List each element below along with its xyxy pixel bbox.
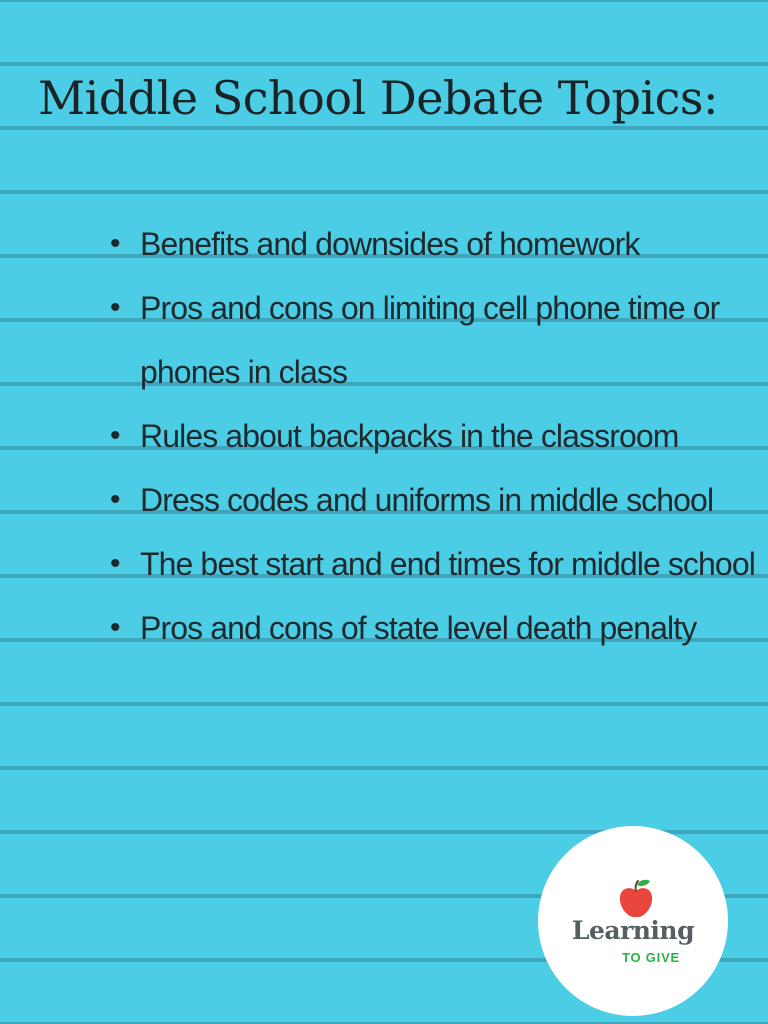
logo-subtitle: TO GIVE [621,950,681,965]
list-item [110,596,760,660]
bullet-icon: • [110,483,120,516]
topic-text: Dress codes and uniforms in middle school [140,482,714,518]
bullet-icon: • [110,419,120,452]
learning-to-give-logo [538,826,728,1016]
bullet-icon: • [110,547,120,580]
bullet-icon: • [110,611,120,644]
list-item [110,276,760,404]
topic-text: Rules about backpacks in the classroom [140,418,679,454]
list-item [110,404,760,468]
page-title: Middle School Debate Topics: [38,71,719,125]
topic-list [110,212,760,660]
topic-text: Pros and cons of state level death penalty [140,610,697,646]
topic-text: Pros and cons on limiting cell phone time or phones in class [140,290,720,390]
list-item [110,212,760,276]
apple-icon [616,878,656,920]
topic-text: Benefits and downsides of homework [140,226,640,262]
list-item [110,532,760,596]
topic-text: The best start and end times for middle school [140,546,755,582]
bullet-icon: • [110,227,120,260]
logo-wordmark: Learning [571,916,695,945]
list-item [110,468,760,532]
bullet-icon: • [110,291,120,324]
